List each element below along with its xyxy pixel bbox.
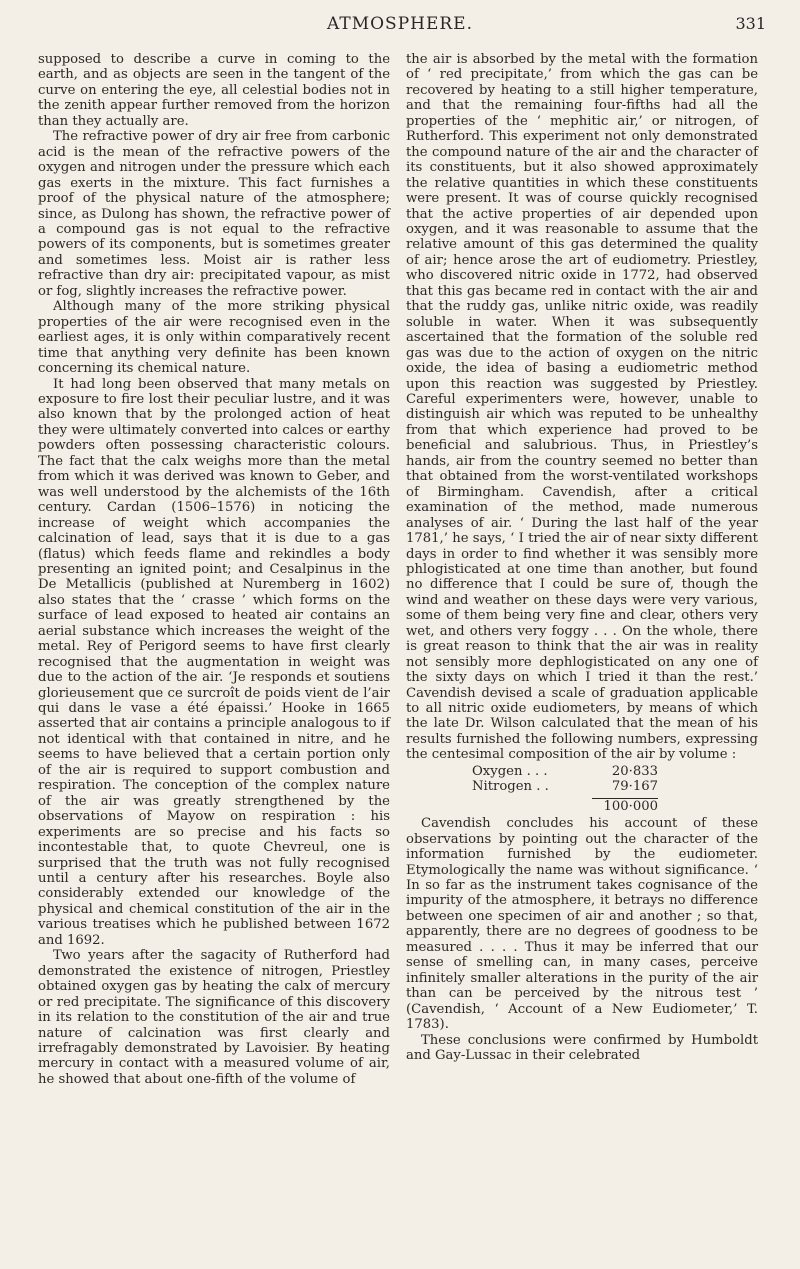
paragraph: These conclusions were confirmed by Humboldt and Gay-Lussac in their celebrated	[406, 1032, 758, 1063]
composition-label: Oxygen . . .	[472, 763, 548, 779]
composition-row-nitrogen	[406, 779, 758, 794]
paragraph: It had long been observed that many metals on exposure to fire lost their peculiar lustre, and it was also known that by the prolonged action of heat they were ultimately converted into calces or earthy powders often possessing characteristic colours. The fact that the calx weighs more than the metal from which it was derived was known to Geber, and was well understood by the alchemists of the 16th century. Cardan (1506–1576) in noticing the increase of weight which accompanies the calcination of lead, says that it is due to a gas (flatus) which feeds flame and rekindles a body presenting an ignited point; and Cesalpinus in the De Metallicis (published at Nuremberg in 1602) also states that the ‘ crasse ’ which forms on the surface of lead exposed to heated air contains an aerial substance which increases the weight of the metal. Rey of Perigord seems to have first clearly recognised that the augmentation in weight was due to the action of the air. ‘Je responds et soutiens glorieusement que ce surcroît de poids vient de l’air qui dans le vase a été épaissi.’ Hooke in 1665 asserted that air contains a principle analogous to if not identical with that contained in nitre, and he seems to have believed that a certain portion only of the air is required to support combustion and respiration. The conception of the complex nature of the air was greatly strengthened by the observations of Mayow on respiration : his experiments are so precise and his facts so incontestable that, to quote Chevreul, one is surprised that the truth was not fully recognised until a century after his researches. Boyle also considerably extended our knowledge of the physical and chemical constitution of the air in the various treatises which he published between 1672 and 1692.	[38, 376, 390, 948]
running-head: ATMOSPHERE.	[327, 14, 473, 34]
paragraph: the air is absorbed by the metal with the formation of ‘ red precipitate,’ from which the gas can be recovered by heating to a still higher temperature, and that the remaining four-fifths had all the properties of the ‘ mephitic air,’ or nitrogen, of Rutherford. This experiment not only demonstrated the compound nature of the air and the character of its constituents, but it also showed approximately the relative quantities in which these constituents were present. It was of course quickly recognised that the active properties of air depended upon oxygen, and it was reasonable to assume that the relative amount of this gas determined the quality of air; hence arose the art of eudiometry. Priestley, who discovered nitric oxide in 1772, had observed that this gas became red in contact with the air and that the ruddy gas, unlike nitric oxide, was readily soluble in water. When it was subsequently ascertained that the formation of the soluble red gas was due to the action of oxygen on the nitric oxide, the idea of basing a eudiometric method upon this reaction was suggested by Priestley. Careful experimenters were, however, unable to distinguish air which was reputed to be unhealthy from that which experience had proved to be beneficial and salubrious. Thus, in Priestley’s hands, air from the country seemed no better than that obtained from the worst-ventilated workshops of Birmingham. Cavendish, after a critical examination of the method, made numerous analyses of air. ‘ During the last half of the year 1781,’ he says, ‘ I tried the air of near sixty different days in order to find whether it was sensibly more phlogisticated at one time than another, but found no difference that I could be sure of, though the wind and weather on these days were very various, some of them being very fine and clear, others very wet, and others very foggy . . . On the whole, there is great reason to think that the air was in reality not sensibly more dephlogisticated on any one of the sixty days on which I tried it than the rest.’ Cavendish devised a scale of graduation applicable to all nitric oxide eudiometers, by means of which the late Dr. Wilson calculated that the mean of his results furnished the following numbers, expressing the centesimal composition of the air by volume :	[406, 52, 758, 763]
paragraph: supposed to describe a curve in coming to the earth, and as objects are seen in the tangent of the curve on entering the eye, all celestial bodies not in the zenith appear further removed from the horizon than they actually are.	[38, 52, 390, 129]
composition-table	[406, 764, 758, 814]
composition-value: 79·167	[611, 779, 658, 795]
paragraph: Cavendish concludes his account of these observations by pointing out the character of the information furnished by the eudiometer. Etymologically the name was without significance. ‘ In so far as the instrument takes cognisance of the impurity of the atmosphere, it betrays no difference between one specimen of air and another ; so that, apparently, there are no degrees of goodness to be measured . . . . Thus it may be inferred that our sense of smelling can, in many cases, perceive infinitely smaller alterations in the purity of the air than can be perceived by the nitrous test ’ (Cavendish, ‘ Account of a New Eudiometer,’ T. 1783).	[406, 816, 758, 1033]
composition-label: Nitrogen . .	[472, 779, 549, 795]
composition-row-oxygen	[406, 764, 758, 779]
composition-total: 100·000	[603, 798, 658, 814]
right-column	[406, 52, 758, 1063]
composition-value: 20·833	[611, 763, 658, 779]
page-number: 331	[735, 14, 766, 33]
paragraph: Although many of the more striking physical properties of the air were recognised even in the earliest ages, it is only within comparatively recent time that anything very definite has been known concerning its chemical nature.	[38, 299, 390, 377]
left-column	[38, 52, 390, 1087]
paragraph: Two years after the sagacity of Rutherford had demonstrated the existence of nitrogen, Priestley obtained oxygen gas by heating the calx of mercury or red precipitate. The significance of this discovery in its relation to the constitution of the air and true nature of calcination was first clearly and irrefragably demonstrated by Lavoisier. By heating mercury in contact with a measured volume of air, he showed that about one-fifth of the volume of	[38, 948, 390, 1087]
paragraph: The refractive power of dry air free from carbonic acid is the mean of the refractive powers of the oxygen and nitrogen under the pressure which each gas exerts in the mixture. This fact furnishes a proof of the physical nature of the atmosphere; since, as Dulong has shown, the refractive power of a compound gas is not equal to the refractive powers of its components, but is sometimes greater and sometimes less. Moist air is rather less refractive than dry air: precipitated vapour, as mist or fog, slightly increases the refractive power.	[38, 129, 390, 299]
page-header	[0, 12, 800, 42]
